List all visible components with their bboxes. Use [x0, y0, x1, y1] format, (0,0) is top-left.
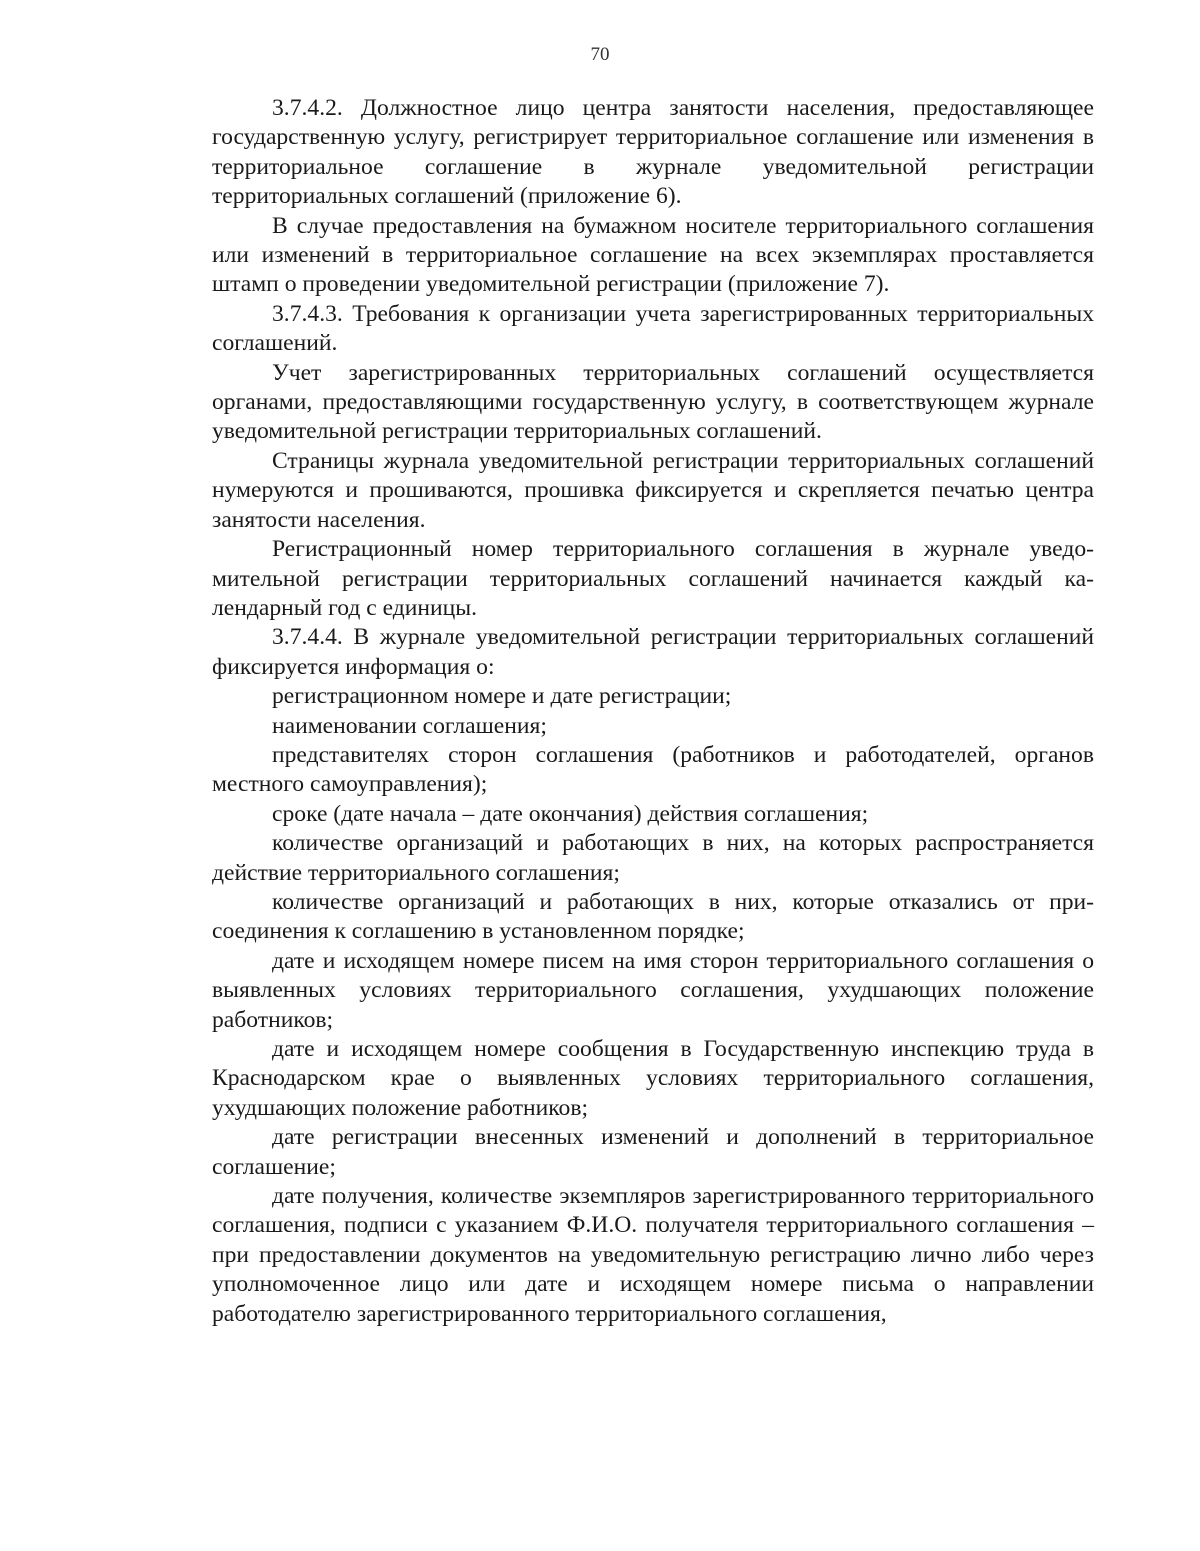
paragraph-accounting: Учет зарегистрированных территориальных соглашений осуществляется органами, предоставляющими государственную услугу, в соответствующем журнале уведомительной регистрации территориальных соглашений.	[212, 359, 1094, 445]
list-item-term: сроке (дате начала – дате окончания) действия соглашения;	[272, 800, 869, 827]
list-item-amendments-date: дате регистрации внесенных изменений и дополнений в территориальное соглашение;	[212, 1124, 1094, 1180]
paragraph-stamp-paper: В случае предоставления на бумажном носителе территориального соглашения или изменений в территориальное соглашение на всех экземплярах проставляется штамп о проведении уведомительной регистрации (приложение 7).	[212, 212, 1094, 298]
list-item-organizations-refused: количестве организаций и работающих в них, которые отказались от присоединения к соглашению в установленном порядке;	[212, 888, 1094, 945]
list-item-labor-inspection: дате и исходящем номере сообщения в Государственную инспекцию труда в Краснодарском крае о выявленных условиях территориального соглашения, ухудшающих положение работников;	[212, 1036, 1094, 1121]
list-item-receipt-details: дате получения, количестве экземпляров зарегистрированного территориального соглашения, подписи с указанием Ф.И.О. получателя территориального соглашения – при предоставлении документов на уведомительную регистрацию лично либо через уполномоченное лицо или дате и исходящем номере письма о направлении работодателю зарегистрированного территориального соглашения,	[212, 1183, 1094, 1327]
list-item-parties: представителях сторон соглашения (работников и работодателей, органов местного самоуправления);	[212, 741, 1094, 798]
paragraph-3-7-4-2: 3.7.4.2. Должностное лицо центра занятости населения, предоставляющее государственную услугу, регистрирует территориальное соглашение или изменения в территориальное соглашение в журнале уведомительной регистрации территориальных соглашений (приложение 6).	[212, 95, 1094, 210]
list-item-registration-number-date: регистрационном номере и дате регистрации;	[272, 683, 732, 710]
page-number: 70	[590, 44, 610, 65]
paragraph-3-7-4-3: 3.7.4.3. Требования к организации учета зарегистрированных территориальных соглашений.	[212, 300, 1094, 357]
list-item-agreement-name: наименовании соглашения;	[272, 712, 547, 739]
list-item-letters-to-parties: дате и исходящем номере писем на имя сторон территориального соглашения о выявленных условиях территориального соглашения, ухудшающих положение работников;	[212, 947, 1094, 1033]
document-body	[212, 94, 1094, 1329]
paragraph-registration-number: Регистрационный номер территориального соглашения в журнале уведомительной регистрации территориальных соглашений начинается каждый календарный год с единицы.	[212, 536, 1094, 621]
list-item-organizations-covered: количестве организаций и работающих в них, на которых распространяется действие территориального соглашения;	[212, 830, 1094, 886]
paragraph-3-7-4-4: 3.7.4.4. В журнале уведомительной регистрации территориальных соглашений фиксируется информация о:	[212, 624, 1094, 680]
paragraph-journal-pages: Страницы журнала уведомительной регистрации территориальных соглашений нумеруются и прошиваются, прошивка фиксируется и скрепляется печатью центра занятости населения.	[212, 447, 1094, 533]
